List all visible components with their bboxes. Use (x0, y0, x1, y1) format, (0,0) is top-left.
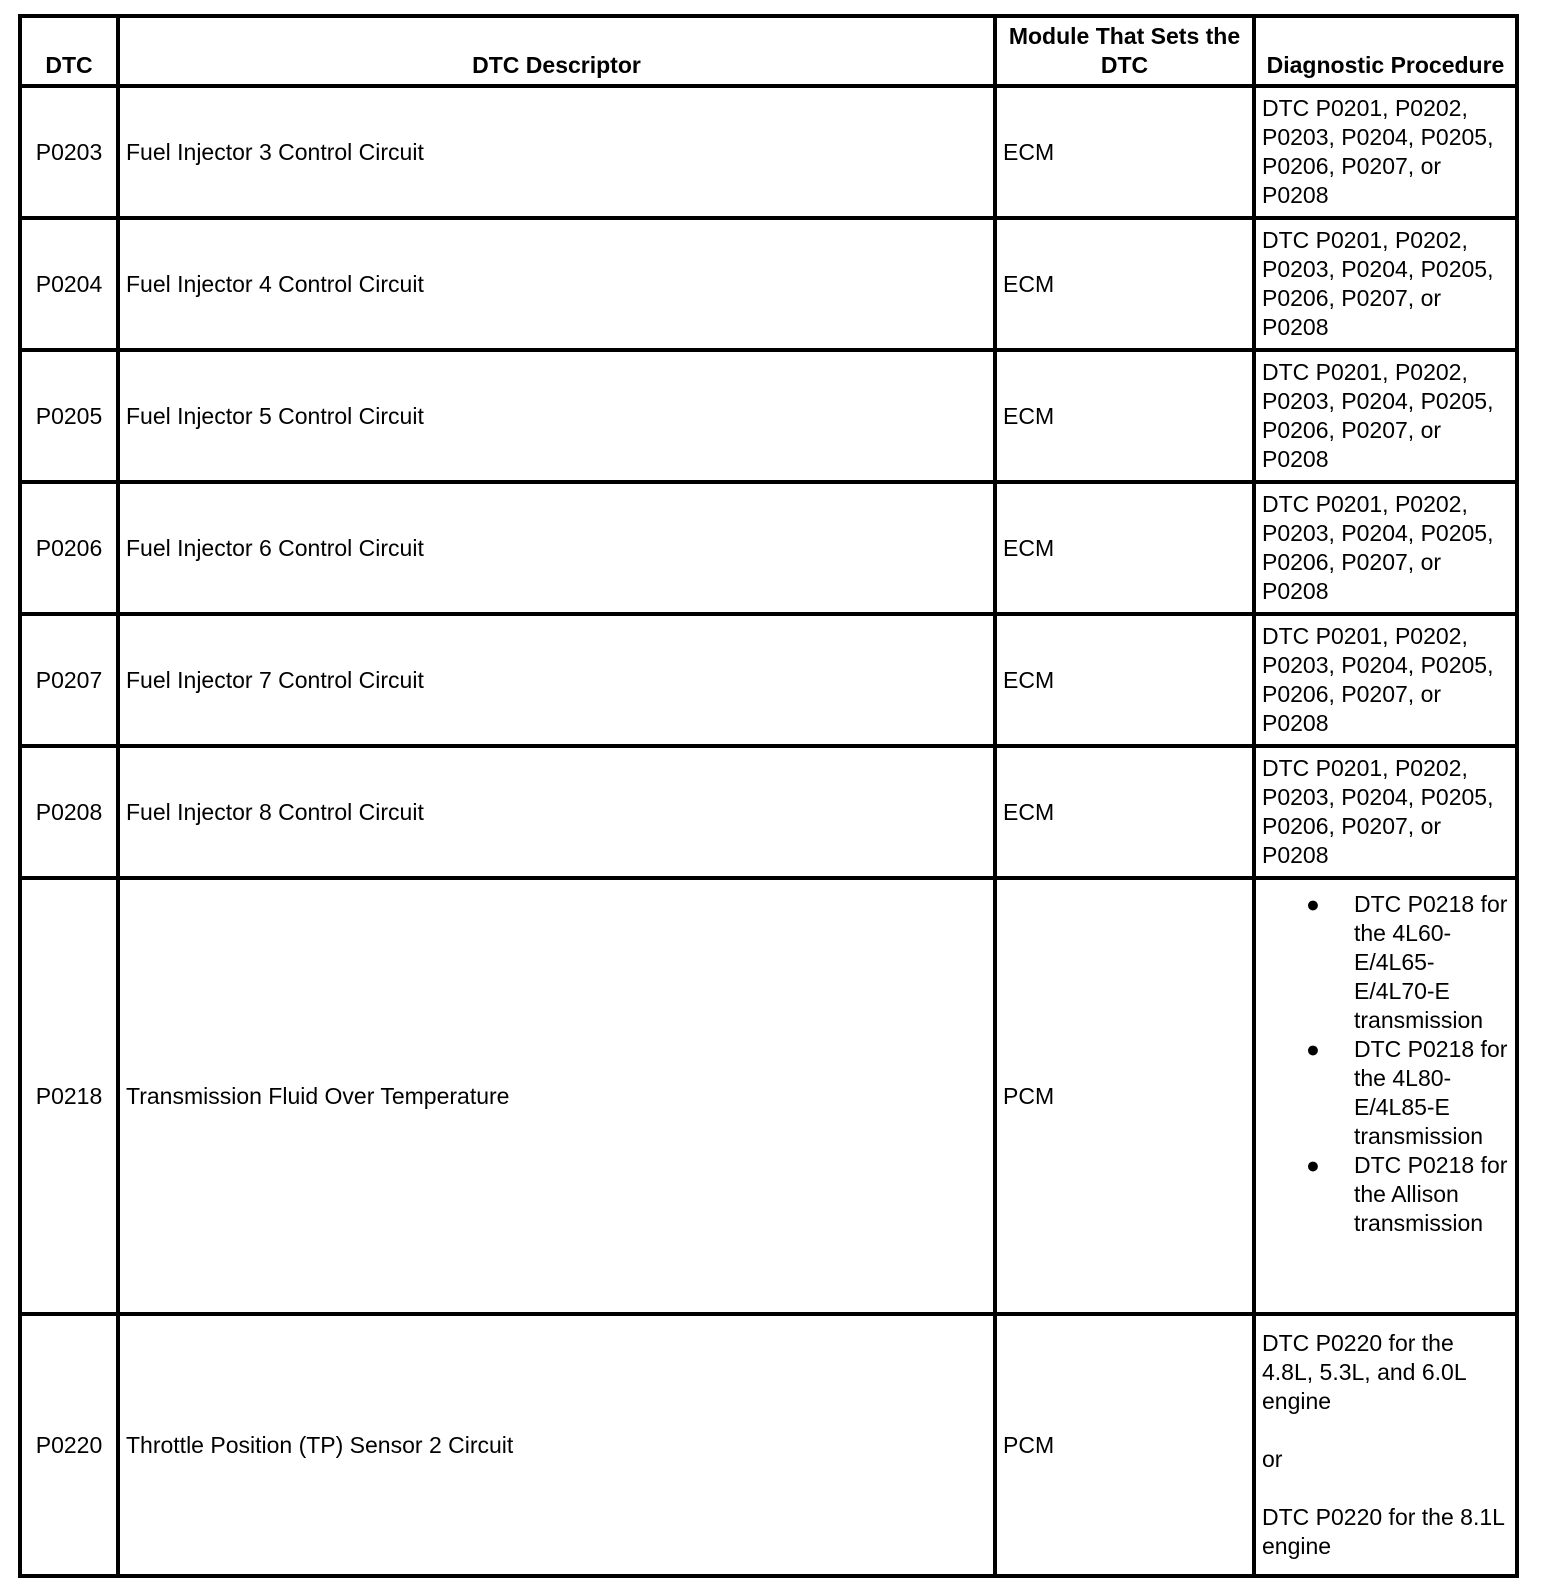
dtc-module: ECM (995, 86, 1254, 218)
dtc-code: P0218 (20, 878, 118, 1314)
dtc-code: P0205 (20, 350, 118, 482)
diagnostic-procedure-link[interactable]: DTC P0201, P0202, P0203, P0204, P0205, P0206, P0207, or P0208 (1254, 86, 1517, 218)
table-row (20, 878, 1517, 1314)
dtc-descriptor: Transmission Fluid Over Temperature (118, 878, 995, 1314)
bullet-icon: ● (1306, 1036, 1320, 1062)
procedure-link[interactable]: DTC P0218 for the 4L60-E/4L65-E/4L70-E transmission (1354, 891, 1508, 1033)
dtc-table (18, 14, 1519, 1578)
dtc-module: ECM (995, 482, 1254, 614)
dtc-code: P0203 (20, 86, 118, 218)
diagnostic-procedure-link[interactable]: DTC P0201, P0202, P0203, P0204, P0205, P0206, P0207, or P0208 (1254, 482, 1517, 614)
diagnostic-procedure-cell (1254, 1314, 1517, 1576)
table-row (20, 86, 1517, 218)
diagnostic-procedure-link[interactable]: DTC P0201, P0202, P0203, P0204, P0205, P0206, P0207, or P0208 (1254, 746, 1517, 878)
dtc-module: ECM (995, 218, 1254, 350)
dtc-descriptor: Fuel Injector 5 Control Circuit (118, 350, 995, 482)
procedure-link[interactable]: DTC P0218 for the Allison transmission (1354, 1152, 1508, 1236)
header-dtc: DTC (20, 16, 118, 86)
dtc-descriptor: Fuel Injector 3 Control Circuit (118, 86, 995, 218)
dtc-code: P0220 (20, 1314, 118, 1576)
dtc-code: P0207 (20, 614, 118, 746)
procedure-or-text: or (1262, 1446, 1283, 1472)
diagnostic-procedure-list (1254, 878, 1517, 1314)
header-descriptor: DTC Descriptor (118, 16, 995, 86)
list-item[interactable] (1256, 890, 1509, 1035)
bullet-icon: ● (1306, 1152, 1320, 1178)
dtc-descriptor: Fuel Injector 8 Control Circuit (118, 746, 995, 878)
header-module: Module That Sets the DTC (995, 16, 1254, 86)
dtc-module: PCM (995, 1314, 1254, 1576)
dtc-module: ECM (995, 614, 1254, 746)
header-row (20, 16, 1517, 86)
procedure-link[interactable]: DTC P0220 for the 8.1L engine (1262, 1504, 1505, 1559)
dtc-descriptor: Fuel Injector 6 Control Circuit (118, 482, 995, 614)
table-row (20, 746, 1517, 878)
procedure-bullet-list (1256, 890, 1509, 1238)
dtc-descriptor: Fuel Injector 7 Control Circuit (118, 614, 995, 746)
table-row (20, 482, 1517, 614)
diagnostic-procedure-link[interactable]: DTC P0201, P0202, P0203, P0204, P0205, P0206, P0207, or P0208 (1254, 350, 1517, 482)
table-row (20, 218, 1517, 350)
dtc-code: P0208 (20, 746, 118, 878)
dtc-code: P0204 (20, 218, 118, 350)
dtc-descriptor: Throttle Position (TP) Sensor 2 Circuit (118, 1314, 995, 1576)
header-procedure: Diagnostic Procedure (1254, 16, 1517, 86)
dtc-module: PCM (995, 878, 1254, 1314)
dtc-module: ECM (995, 746, 1254, 878)
procedure-link[interactable]: DTC P0218 for the 4L80-E/4L85-E transmission (1354, 1036, 1508, 1149)
table-row (20, 614, 1517, 746)
bullet-icon: ● (1306, 891, 1320, 917)
dtc-module: ECM (995, 350, 1254, 482)
list-item[interactable] (1256, 1151, 1509, 1238)
table-row (20, 350, 1517, 482)
diagnostic-procedure-link[interactable]: DTC P0201, P0202, P0203, P0204, P0205, P0206, P0207, or P0208 (1254, 218, 1517, 350)
list-item[interactable] (1256, 1035, 1509, 1151)
diagnostic-procedure-link[interactable]: DTC P0201, P0202, P0203, P0204, P0205, P0206, P0207, or P0208 (1254, 614, 1517, 746)
dtc-descriptor: Fuel Injector 4 Control Circuit (118, 218, 995, 350)
procedure-link[interactable]: DTC P0220 for the 4.8L, 5.3L, and 6.0L engine (1262, 1330, 1466, 1414)
table-row (20, 1314, 1517, 1576)
dtc-code: P0206 (20, 482, 118, 614)
